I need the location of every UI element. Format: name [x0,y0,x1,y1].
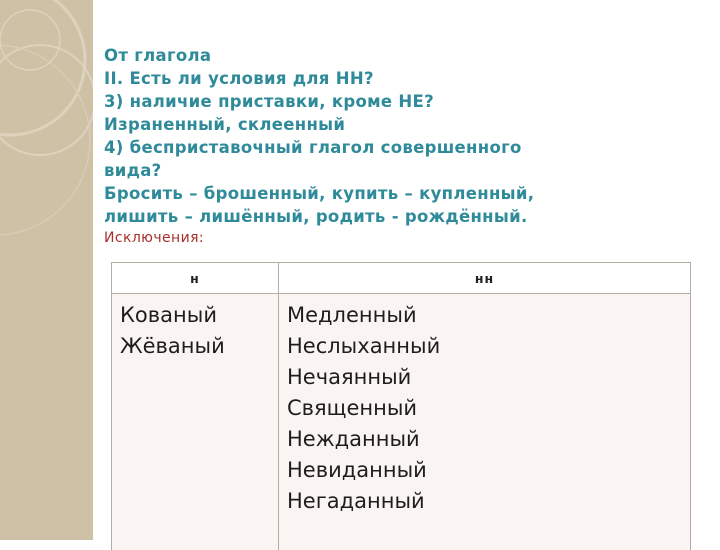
word-nn: Неслыханный [287,331,682,362]
table-row [112,294,691,550]
text-line: лишить – лишённый, родить - рождённый. [104,205,704,228]
decorative-circles [0,0,93,540]
header-n: н [112,263,279,294]
text-line: От глагола [104,44,704,67]
word-nn: Нежданный [287,424,682,455]
word-nn: Негаданный [287,486,682,517]
word-nn: Священный [287,393,682,424]
word-n: Кованый [120,300,270,331]
exceptions-label: Исключения: [104,228,704,248]
slide-text [104,44,704,248]
cell-nn-words [279,294,691,550]
header-nn: нн [279,263,691,294]
text-line: Израненный, склеенный [104,113,704,136]
word-n: Жёваный [120,331,270,362]
word-nn: Невиданный [287,455,682,486]
table-header-row [112,263,691,294]
text-line: 4) бесприставочный глагол совершенного [104,136,704,159]
text-line: вида? [104,159,704,182]
word-nn: Нечаянный [287,362,682,393]
text-line: II. Есть ли условия для НН? [104,67,704,90]
word-nn: Медленный [287,300,682,331]
text-line: Бросить – брошенный, купить – купленный, [104,182,704,205]
text-line: 3) наличие приставки, кроме НЕ? [104,90,704,113]
cell-n-words [112,294,279,550]
exceptions-table [111,262,691,550]
decorative-left-band [0,0,93,540]
